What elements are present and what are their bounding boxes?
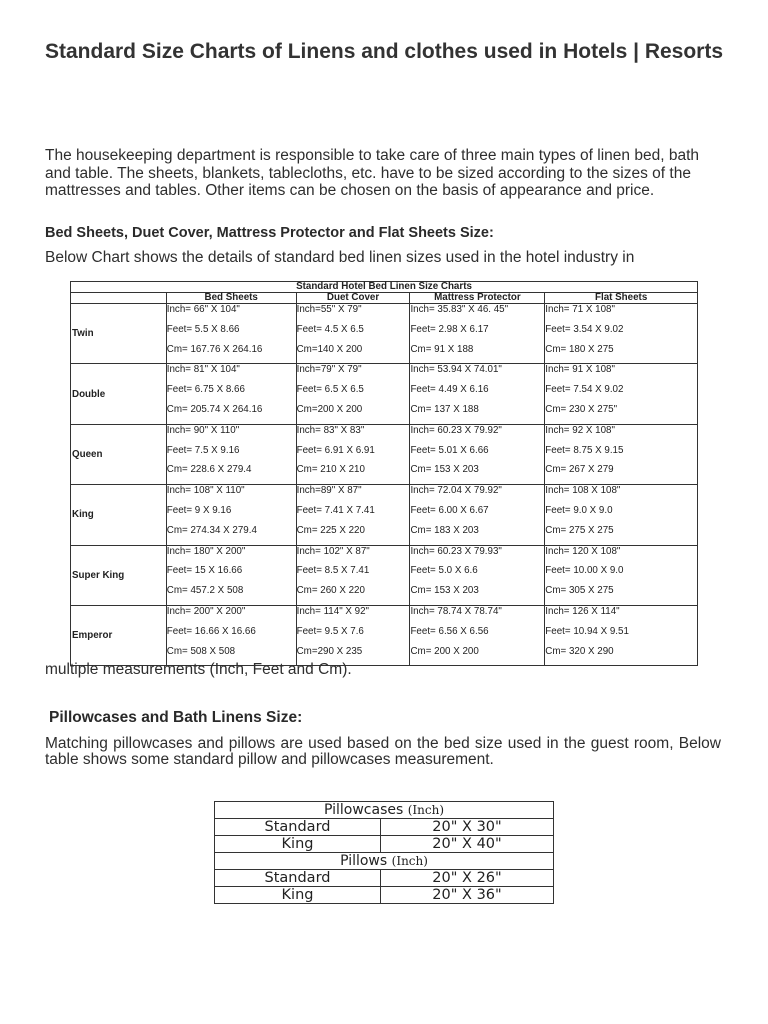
bed-linen-outro: multiple measurements (Inch, Feet and Cm). xyxy=(45,661,352,678)
column-header-size xyxy=(71,293,167,304)
column-header-flat-sheets: Flat Sheets xyxy=(545,293,698,304)
table-row xyxy=(71,304,698,364)
measurement-value: Cm=140 X 200 xyxy=(296,343,363,355)
cell-bed-sheets xyxy=(166,605,296,665)
measurement-value: Cm= 274.34 X 279.4 xyxy=(166,524,257,536)
table-row xyxy=(71,485,698,545)
measurement-value: Feet= 5.01 X 6.66 xyxy=(410,444,489,456)
pillow-type: King xyxy=(215,836,381,853)
cell-mattress-protector xyxy=(410,545,545,605)
cell-flat-sheets xyxy=(545,304,698,364)
measurement-value: Feet= 4.5 X 6.5 xyxy=(296,323,364,335)
measurement-value: Inch= 92 X 108" xyxy=(545,424,615,436)
measurement-value: Cm= 167.76 X 264.16 xyxy=(166,343,263,355)
row-size-label: Double xyxy=(71,364,167,424)
cell-flat-sheets xyxy=(545,605,698,665)
pillow-size-table xyxy=(214,801,554,904)
table-row xyxy=(71,424,698,484)
section-unit: (Inch) xyxy=(407,802,445,817)
measurement-value: Feet= 6.5 X 6.5 xyxy=(296,384,364,396)
bed-table-caption: Standard Hotel Bed Linen Size Charts xyxy=(71,282,698,293)
pillow-size: 20" X 30" xyxy=(381,819,554,836)
measurement-value: Inch= 53.94 X 74.01" xyxy=(410,364,502,376)
cell-mattress-protector xyxy=(410,424,545,484)
measurement-value: Cm= 320 X 290 xyxy=(545,645,614,657)
measurement-value: Inch=89" X 87" xyxy=(296,485,362,497)
row-size-label: Twin xyxy=(71,304,167,364)
measurement-value: Cm= 205.74 X 264.16 xyxy=(166,403,263,415)
measurement-value: Feet= 5.0 X 6.6 xyxy=(410,565,478,577)
measurement-value: Inch= 91 X 108" xyxy=(545,364,615,376)
pillow-size: 20" X 26" xyxy=(381,870,554,887)
cell-bed-sheets xyxy=(166,545,296,605)
table-row xyxy=(215,870,554,887)
row-size-label: King xyxy=(71,485,167,545)
measurement-value: Cm= 260 X 220 xyxy=(296,585,365,597)
measurement-value: Cm= 210 X 210 xyxy=(296,464,365,476)
measurement-value: Cm= 275 X 275 xyxy=(545,524,614,536)
measurement-value: Feet= 6.75 X 8.66 xyxy=(166,384,245,396)
cell-flat-sheets xyxy=(545,485,698,545)
cell-duet-cover xyxy=(296,605,410,665)
pillow-type: Standard xyxy=(215,870,381,887)
measurement-value: Cm= 200 X 200 xyxy=(410,645,479,657)
section-title: Pillows xyxy=(340,852,388,869)
cell-flat-sheets xyxy=(545,545,698,605)
table-row xyxy=(71,364,698,424)
page-title: Standard Size Charts of Linens and clothes used in Hotels | Resorts xyxy=(45,40,724,63)
measurement-value: Feet= 6.00 X 6.67 xyxy=(410,504,489,516)
measurement-value: Inch= 90" X 110" xyxy=(166,424,240,436)
measurement-value: Feet= 9 X 9.16 xyxy=(166,504,232,516)
row-size-label: Emperor xyxy=(71,605,167,665)
measurement-value: Feet= 3.54 X 9.02 xyxy=(545,323,624,335)
measurement-value: Inch= 81" X 104" xyxy=(166,364,240,376)
measurement-value: Cm= 180 X 275 xyxy=(545,343,614,355)
cell-bed-sheets xyxy=(166,424,296,484)
section-title: Pillowcases xyxy=(323,801,404,818)
cell-bed-sheets xyxy=(166,485,296,545)
column-header-bed-sheets: Bed Sheets xyxy=(166,293,296,304)
measurement-value: Inch= 120 X 108" xyxy=(545,545,621,557)
measurement-value: Inch= 102" X 87" xyxy=(296,545,370,557)
measurement-value: Cm= 153 X 203 xyxy=(410,464,479,476)
measurement-value: Cm= 225 X 220 xyxy=(296,524,365,536)
measurement-value: Feet= 9.5 X 7.6 xyxy=(296,625,364,637)
measurement-value: Feet= 8.5 X 7.41 xyxy=(296,565,370,577)
measurement-value: Feet= 4.49 X 6.16 xyxy=(410,384,489,396)
measurement-value: Feet= 7.41 X 7.41 xyxy=(296,504,375,516)
measurement-value: Inch= 200" X 200" xyxy=(166,605,246,617)
column-header-duet-cover: Duet Cover xyxy=(296,293,410,304)
measurement-value: Inch= 72.04 X 79.92" xyxy=(410,485,502,497)
measurement-value: Cm= 183 X 203 xyxy=(410,524,479,536)
measurement-value: Inch= 71 X 108" xyxy=(545,304,615,315)
table-row xyxy=(71,545,698,605)
measurement-value: Feet= 5.5 X 8.66 xyxy=(166,323,240,335)
measurement-value: Cm=290 X 235 xyxy=(296,645,363,657)
table-row xyxy=(215,836,554,853)
measurement-value: Inch= 114" X 92" xyxy=(296,605,370,617)
measurement-value: Inch= 78.74 X 78.74" xyxy=(410,605,502,617)
cell-duet-cover xyxy=(296,485,410,545)
intro-paragraph: The housekeeping department is responsible to take care of three main types of linen bed, bath and table. The sheets, blankets, tablecloths, etc. have to be sized according to the sizes of the mattresses and tables. Other items can be chosen on the basis of appearance and price. xyxy=(45,147,699,199)
cell-mattress-protector xyxy=(410,304,545,364)
cell-mattress-protector xyxy=(410,364,545,424)
pillow-section-header xyxy=(215,802,554,819)
measurement-value: Cm= 457.2 X 508 xyxy=(166,585,244,597)
measurement-value: Inch= 66" X 104" xyxy=(166,304,240,315)
cell-duet-cover xyxy=(296,304,410,364)
pillow-type: Standard xyxy=(215,819,381,836)
cell-mattress-protector xyxy=(410,605,545,665)
cell-duet-cover xyxy=(296,364,410,424)
measurement-value: Inch=79" X 79" xyxy=(296,364,362,376)
table-row xyxy=(71,605,698,665)
cell-duet-cover xyxy=(296,424,410,484)
cell-bed-sheets xyxy=(166,304,296,364)
measurement-value: Cm= 508 X 508 xyxy=(166,645,236,657)
measurement-value: Cm= 230 X 275" xyxy=(545,403,618,415)
pillow-section-header xyxy=(215,853,554,870)
cell-mattress-protector xyxy=(410,485,545,545)
measurement-value: Feet= 6.91 X 6.91 xyxy=(296,444,375,456)
measurement-value: Inch= 126 X 114" xyxy=(545,605,620,617)
measurement-value: Cm= 228.6 X 279.4 xyxy=(166,464,252,476)
measurement-value: Cm= 153 X 203 xyxy=(410,585,479,597)
measurement-value: Feet= 10.94 X 9.51 xyxy=(545,625,629,637)
measurement-value: Feet= 10.00 X 9.0 xyxy=(545,565,624,577)
row-size-label: Queen xyxy=(71,424,167,484)
cell-bed-sheets xyxy=(166,364,296,424)
pillow-linen-heading: Pillowcases and Bath Linens Size: xyxy=(49,709,303,726)
cell-flat-sheets xyxy=(545,424,698,484)
table-row xyxy=(215,887,554,904)
measurement-value: Feet= 7.5 X 9.16 xyxy=(166,444,240,456)
pillow-size: 20" X 40" xyxy=(381,836,554,853)
measurement-value: Inch= 108 X 108" xyxy=(545,485,621,497)
measurement-value: Cm= 91 X 188 xyxy=(410,343,474,355)
cell-flat-sheets xyxy=(545,364,698,424)
pillow-size: 20" X 36" xyxy=(381,887,554,904)
measurement-value: Feet= 7.54 X 9.02 xyxy=(545,384,624,396)
measurement-value: Inch=55" X 79" xyxy=(296,304,362,315)
measurement-value: Feet= 15 X 16.66 xyxy=(166,565,243,577)
column-header-mattress-protector: Mattress Protector xyxy=(410,293,545,304)
table-row xyxy=(215,819,554,836)
measurement-value: Feet= 6.56 X 6.56 xyxy=(410,625,489,637)
pillow-type: King xyxy=(215,887,381,904)
section-unit: (Inch) xyxy=(391,853,428,868)
bed-linen-heading: Bed Sheets, Duet Cover, Mattress Protector and Flat Sheets Size: xyxy=(45,225,494,241)
measurement-value: Feet= 2.98 X 6.17 xyxy=(410,323,489,335)
bed-linen-size-table xyxy=(70,281,698,666)
bed-linen-intro: Below Chart shows the details of standard bed linen sizes used in the hotel industry in xyxy=(45,249,635,266)
measurement-value: Feet= 16.66 X 16.66 xyxy=(166,625,256,637)
measurement-value: Feet= 9.0 X 9.0 xyxy=(545,504,613,516)
measurement-value: Inch= 60.23 X 79.93" xyxy=(410,545,502,557)
measurement-value: Inch= 60.23 X 79.92" xyxy=(410,424,502,436)
measurement-value: Cm= 305 X 275 xyxy=(545,585,614,597)
cell-duet-cover xyxy=(296,545,410,605)
measurement-value: Cm=200 X 200 xyxy=(296,403,363,415)
measurement-value: Inch= 180" X 200" xyxy=(166,545,246,557)
row-size-label: Super King xyxy=(71,545,167,605)
measurement-value: Inch= 108" X 110" xyxy=(166,485,245,497)
measurement-value: Cm= 137 X 188 xyxy=(410,403,479,415)
pillow-intro: Matching pillowcases and pillows are used based on the bed size used in the guest room, Below table shows some standard pillow and pillowcases measurement. xyxy=(45,735,721,768)
measurement-value: Inch= 35.83" X 46. 45" xyxy=(410,304,509,315)
measurement-value: Cm= 267 X 279 xyxy=(545,464,614,476)
measurement-value: Inch= 83" X 83" xyxy=(296,424,365,436)
measurement-value: Feet= 8.75 X 9.15 xyxy=(545,444,624,456)
